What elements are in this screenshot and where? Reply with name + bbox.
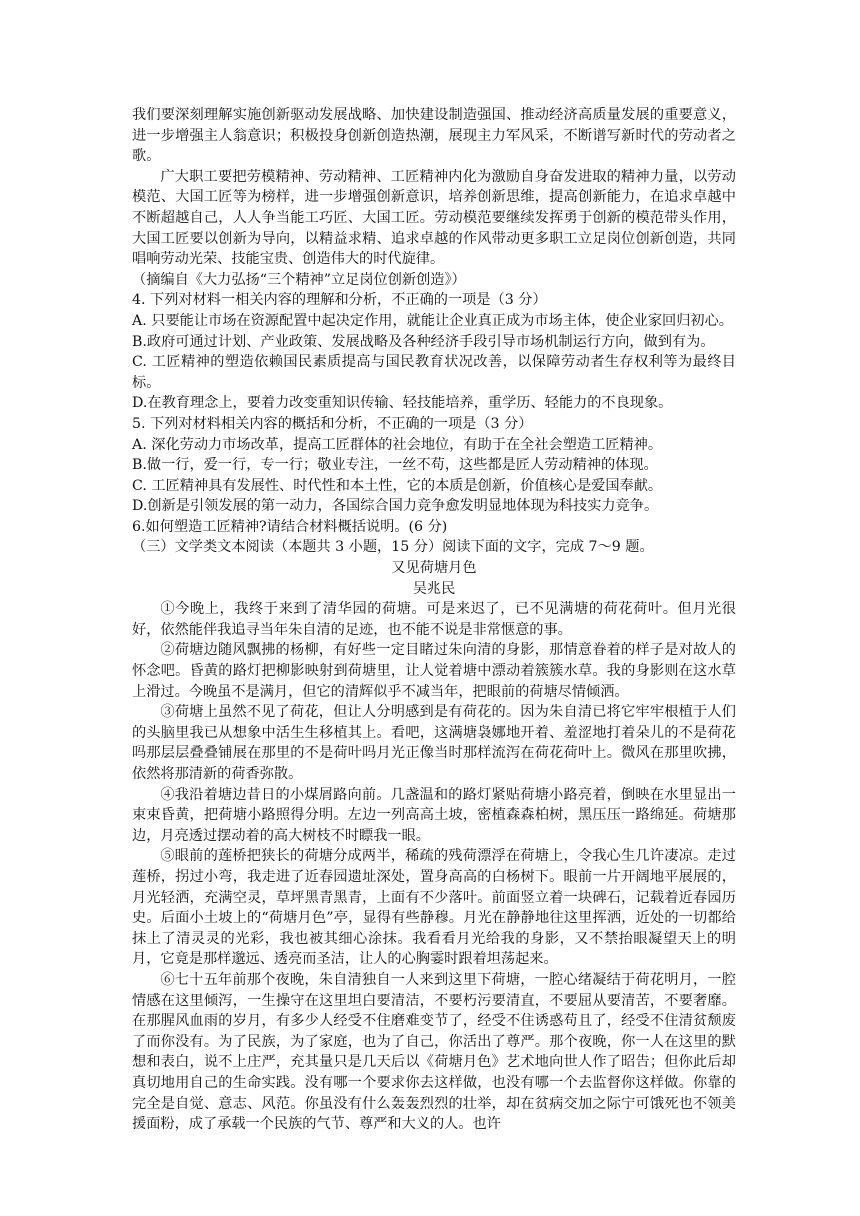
source-note: （摘编自《大力弘扬“三个精神”立足岗位创新创造》） <box>132 271 466 288</box>
question-4-option-a: A. 只要能让市场在资源配置中起决定作用，就能让企业真正成为市场主体，使企业家回归初心。 <box>132 312 733 329</box>
article-paragraph-3: ③荷塘上虽然不见了荷花，但让人分明感到是有荷花的。因为朱自清已将它牢牢根植于人们的头脑里我已从想象中活生生移植其上。看吧，这满塘袅娜地开着、羞涩地打着朵儿的不是荷花吗那层层叠叠铺展在那里的不是荷叶吗月光正像当时那样流泻在荷花荷叶上。微风在那里吹拂，依然将那清新的荷香弥散。 <box>132 704 736 782</box>
question-6: 6.如何塑造工匠精神?请结合材料概括说明。(6 分) <box>132 518 448 535</box>
article-paragraph-6: ⑥七十五年前那个夜晚，朱自清独自一人来到这里下荷塘，一腔心绪凝结于荷花明月，一腔情感在这里倾泻，一生操守在这里坦白要清洁，不要朽污要清直，不要屈从要清苦，不要奢靡。在那腥风血雨的岁月，有多少人经受不住磨难变节了，经受不住诱惑苟且了，经受不住清贫颓废了而你没有。为了民族，为了家庭，也为了自己，你活出了尊严。那个夜晚，你一人在这里的默想和表白，说不上庄严，充其量只是几天后以《荷塘月色》艺术地向世人作了昭告；但你此后却真切地用自己的生命实践。没有哪一个要求你去这样做，也没有哪一个去监督你这样做。你靠的完全是自觉、意志、风范。你虽没有什么轰轰烈烈的壮举，却在贫病交加之际宁可饿死也不领美援面粉，成了承载一个民族的气节、尊严和大义的人。也许 <box>132 971 736 1133</box>
article-paragraph-2: ②荷塘边随风飘拂的杨柳，有好些一定目睹过朱向清的身影，那情意眷着的样子是对故人的怀念吧。昏黄的路灯把柳影映射到荷塘里，让人觉着塘中漂动着簇簇水草。我的身影则在这水草上滑过。今晚虽不是满月，但它的清辉似乎不减当年，把眼前的荷塘尽情倾洒。 <box>132 642 736 700</box>
document-page <box>132 105 736 1135</box>
intro-paragraph-1: 我们要深刻理解实施创新驱动发展战略、加快建设制造强国、推动经济高质量发展的重要意义，进一步增强主人翁意识；积极投身创新创造热潮，展现主力军风采，不断谱写新时代的劳动者之歌。 <box>132 107 736 165</box>
question-4-stem: 4. 下列对材料一相关内容的理解和分析，不正确的一项是（3 分） <box>132 292 547 309</box>
section-3-heading: （三）文学类文本阅读（本题共 3 小题，15 分）阅读下面的文字，完成 7～9 题。 <box>132 539 654 556</box>
question-4-option-c: C. 工匠精神的塑造依赖国民素质提高与国民教育状况改善，以保障劳动者生存权利等为最终目标。 <box>132 354 736 391</box>
question-5-stem: 5. 下列对材料相关内容的概括和分析，不正确的一项是（3 分） <box>132 415 533 432</box>
article-author: 吴兆民 <box>412 580 456 597</box>
article-paragraph-4: ④我沿着塘边昔日的小煤屑路向前。几盏温和的路灯紧贴荷塘小路亮着，倒映在水里显出一束束昏黄，把荷塘小路照得分明。左边一列高高土坡，密植森森柏树，黑压压一路绵延。荷塘那边，月亮透过摆动着的高大树枝不时瞟我一眼。 <box>132 786 736 844</box>
question-5-option-a: A. 深化劳动力市场改革，提高工匠群体的社会地位，有助于在全社会塑造工匠精神。 <box>132 436 663 453</box>
question-5-option-b: B.做一行，爱一行，专一行；敬业专注，一丝不苟，这些都是匠人劳动精神的体现。 <box>132 457 658 474</box>
question-4-option-d: D.在教育理念上，要着力改变重知识传输、轻技能培养，重学历、轻能力的不良现象。 <box>132 395 673 412</box>
question-5-option-d: D.创新是引领发展的第一动力，各国综合国力竞争愈发明显地体现为科技实力竞争。 <box>132 498 659 515</box>
article-paragraph-5: ⑤眼前的莲桥把狭长的荷塘分成两半，稀疏的残荷漂浮在荷塘上，令我心生几许凄凉。走过莲桥，拐过小弯，我走进了近春园遗址深处，置身高高的白杨树下。眼前一片开阔地平展展的，月光轻洒，充满空灵，草坪黑青黑青，上面有不少落叶。前面竖立着一块碑石，记载着近春园历史。后面小土坡上的“荷塘月色”亭，显得有些静穆。月光在静静地往这里挥洒，近处的一切都给抹上了清灵灵的光彩，我也被其细心涂抹。我看看月光给我的身影，又不禁抬眼凝望天上的明月，它竟是那样邈远、透亮而圣洁，让人的心胸霎时跟着坦荡起来。 <box>132 848 736 968</box>
question-4-option-b: B.政府可通过计划、产业政策、发展战略及各种经济手段引导市场机制运行方向，做到有为。 <box>132 333 715 350</box>
question-5-option-c: C. 工匠精神具有发展性、时代性和本土性，它的本质是创新，价值核心是爱国奉献。 <box>132 477 663 494</box>
article-paragraph-1: ①今晚上，我终于来到了清华园的荷塘。可是来迟了，已不见满塘的荷花荷叶。但月光很好，依然能伴我追寻当年朱自清的足迹，也不能不说是非常惬意的事。 <box>132 601 736 638</box>
intro-paragraph-2: 广大职工要把劳模精神、劳动精神、工匠精神内化为激励自身奋发进取的精神力量，以劳动模范、大国工匠等为榜样，进一步增强创新意识，培养创新思维，提高创新能力，在追求卓越中不断超越自己，人人争当能工巧匠、大国工匠。劳动模范要继续发挥勇于创新的模范带头作用，大国工匠要以创新为导向，以精益求精、追求卓越的作风带动更多职工立足岗位创新创造，共同唱响劳动光荣、技能宝贵、创造伟大的时代旋律。 <box>132 168 736 268</box>
article-title: 又见荷塘月色 <box>391 560 477 577</box>
